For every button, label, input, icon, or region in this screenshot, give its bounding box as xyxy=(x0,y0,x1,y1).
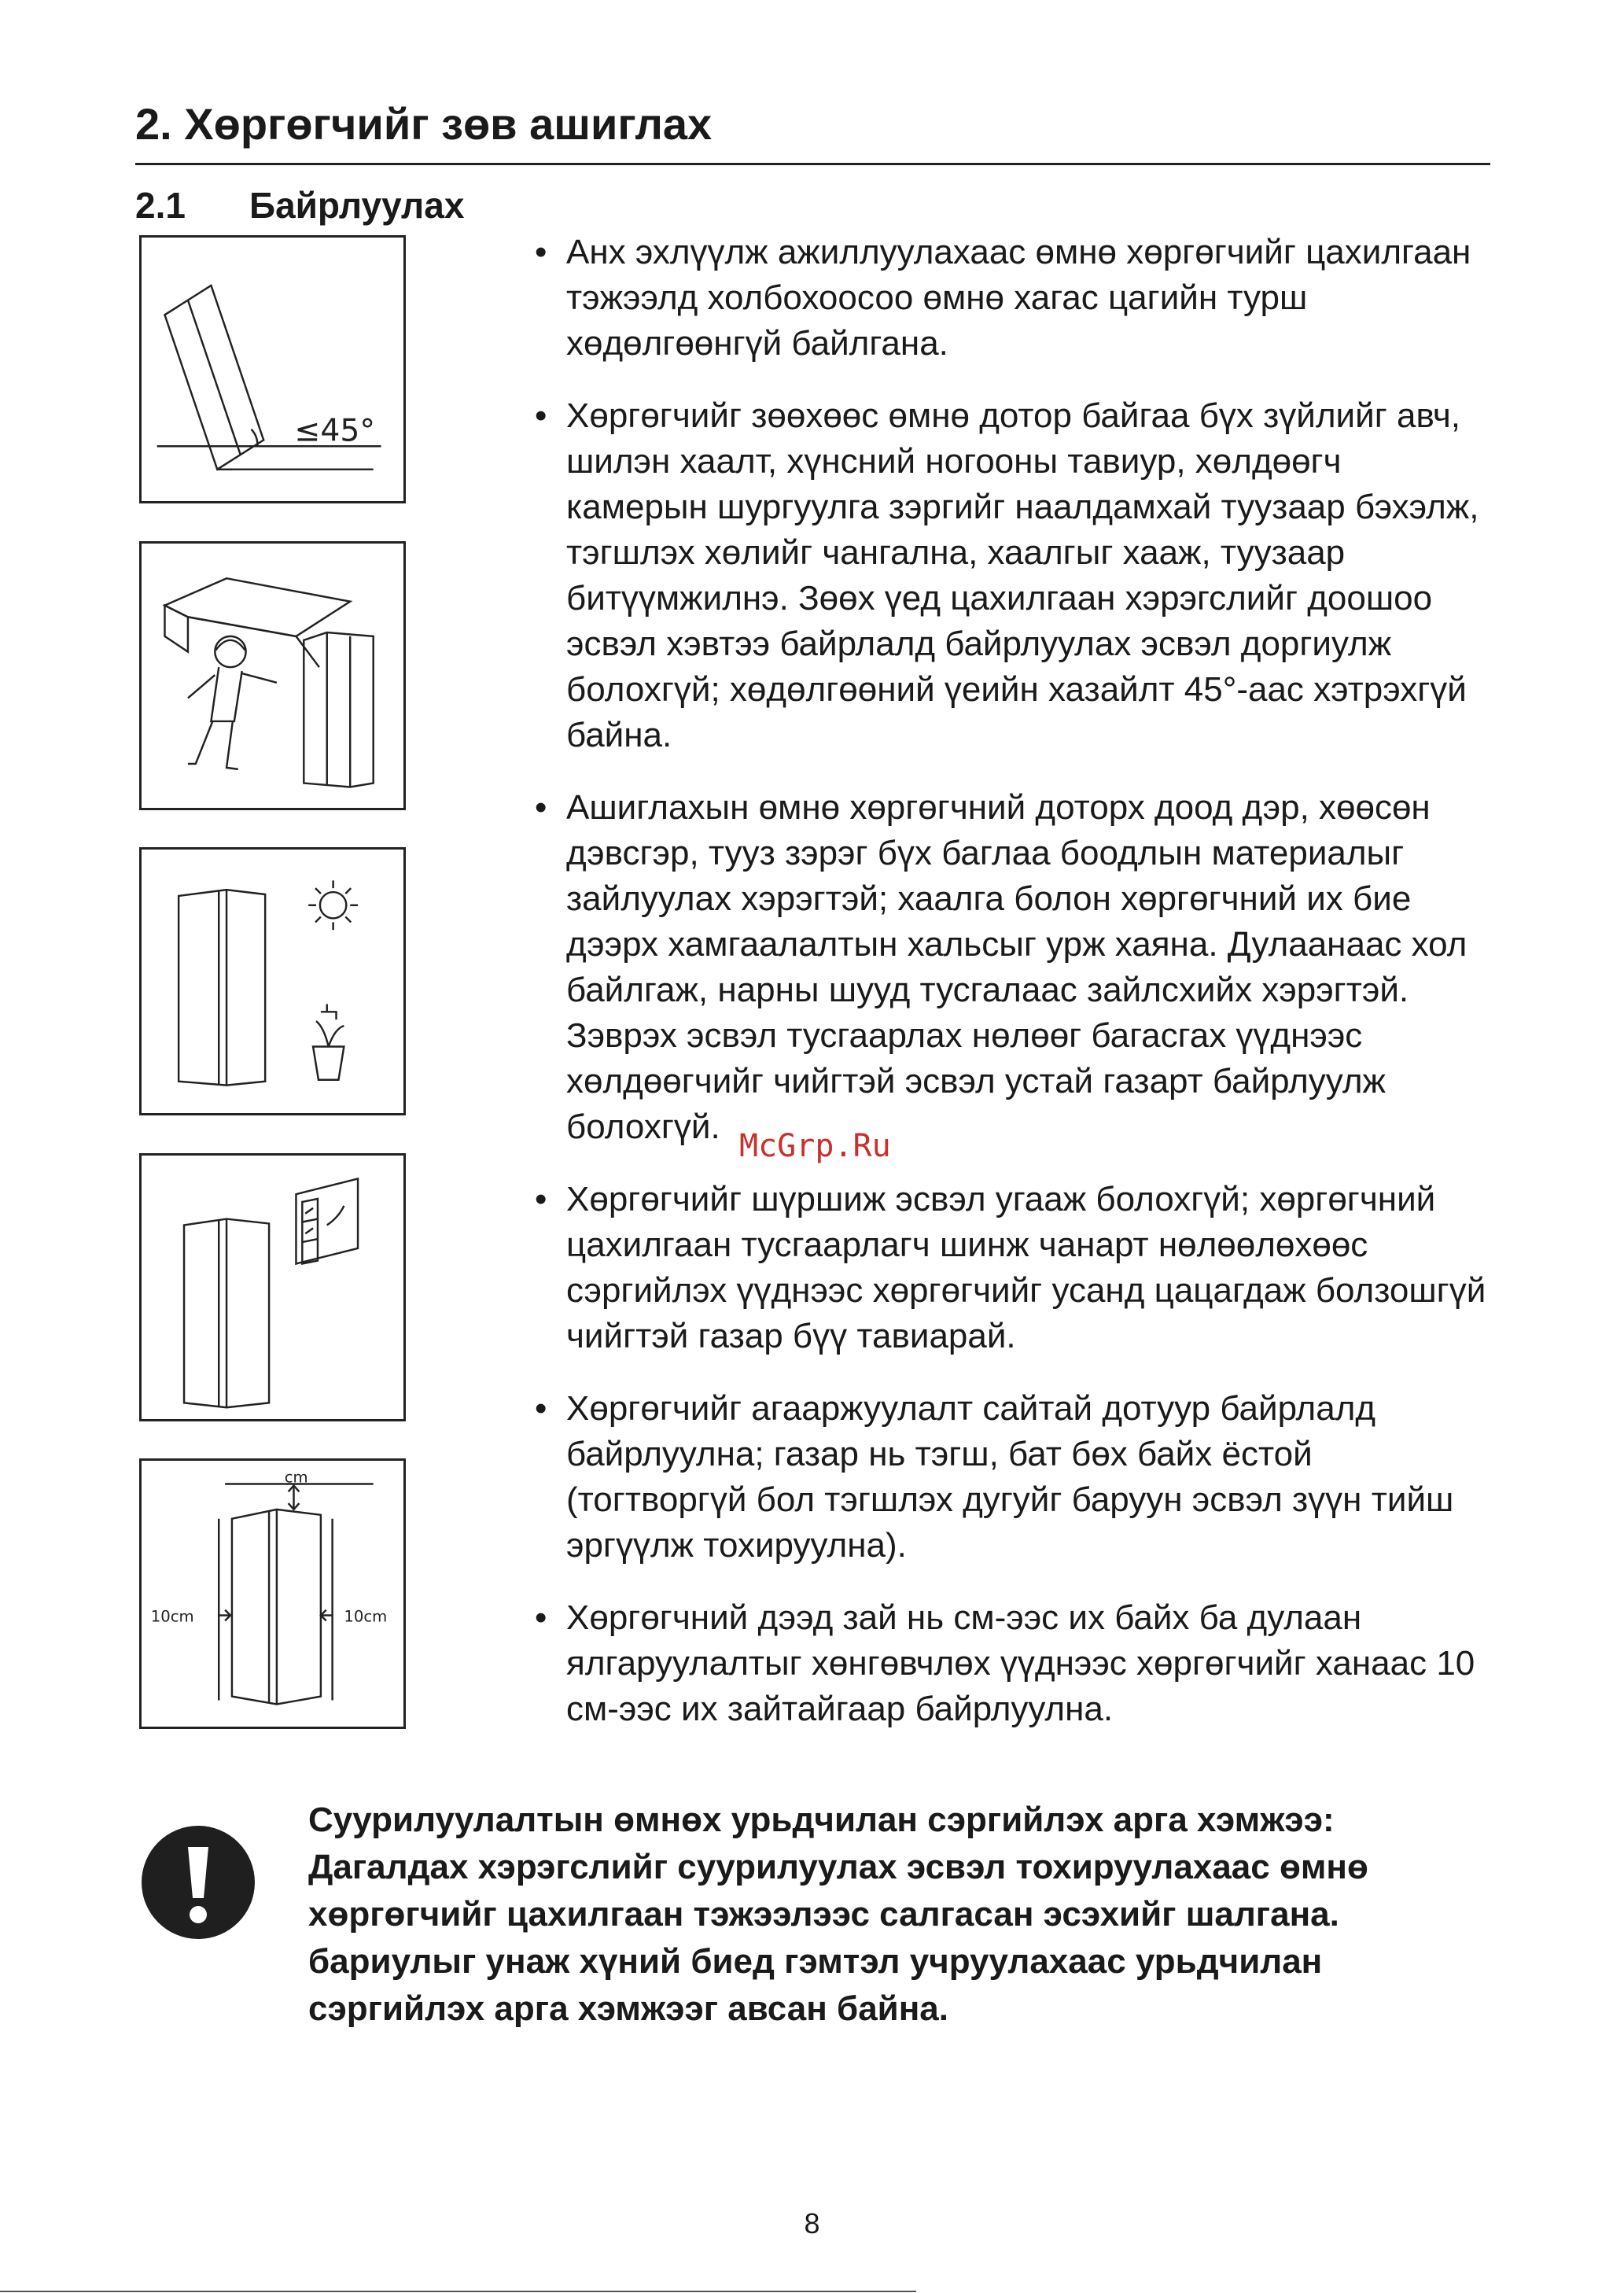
figure-sun-water xyxy=(139,847,406,1115)
precaution-line: Дагалдах хэрэгслийг суурилуулах эсвэл тохируулахаас өмнө xyxy=(308,1848,1368,1886)
list-item xyxy=(535,1177,1490,1359)
page-heading: 2. Хөргөгчийг зөв ашиглах xyxy=(135,99,713,149)
bullet-marker: • xyxy=(535,1389,547,1428)
tilted-fridge-illustration xyxy=(142,238,403,501)
bullet-text: Анх эхлүүлж ажиллуулахаас өмнө хөргөгчийг цахилгаан тэжээлд холбохоосоо өмнө хагас цагийн турш хөдөлгөөнгүй байлгана. xyxy=(566,233,1471,363)
list-item xyxy=(535,393,1490,758)
tilt-angle-label: ≤45° xyxy=(294,413,376,449)
clearance-illustration xyxy=(142,1461,403,1727)
figure-tilt-limit xyxy=(139,235,406,503)
list-item xyxy=(535,785,1490,1150)
bullet-text: Хөргөгчний дээд зай нь см-ээс их байх ба дулаан ялгаруулалтыг хөнгөвчлөх үүднээс хөргөгчийг ханаас 10 см-ээс их зайтайгаар байрлуулна. xyxy=(566,1598,1475,1728)
sun-water-illustration xyxy=(142,850,403,1113)
heading-divider xyxy=(135,163,1490,165)
left-gap-label: 10cm xyxy=(150,1607,194,1626)
section-title: Байрлуулах xyxy=(249,185,465,226)
window-illustration xyxy=(142,1156,403,1419)
precaution-line: сэргийлэх арга хэмжээг авсан байна. xyxy=(308,1989,948,2028)
bullet-marker: • xyxy=(535,788,547,827)
right-gap-label: 10cm xyxy=(344,1607,388,1626)
bullet-text: Ашиглахын өмнө хөргөгчний доторх доод дэр, хөөсөн дэвсгэр, тууз зэрэг бүх баглаа боодлын материалыг зайлуулах хэрэгтэй; хаалга болон хөргөгчний их бие дээрх хамгаалалтын хальсыг урж хаяна. Дулаанаас хол байлгаж, нарны шууд тусгалаас зайлсхийх хэрэгтэй. Зэврэх эсвэл тусгаарлах нөлөөг багасгах үүднээс хөлдөөгчийг чийгтэй эсвэл устай газарт байрлуулж болохгүй. xyxy=(566,788,1467,1146)
watermark: McGrp.Ru xyxy=(739,1128,891,1164)
figure-moving-fridge xyxy=(139,541,406,810)
bullet-text: Хөргөгчийг шүршиж эсвэл угааж болохгүй; хөргөгчний цахилгаан тусгаарлагч шинж чанарт нөлөөлөхөөс сэргийлэх үүднээс хөргөгчийг усанд цацагдаж болзошгүй чийгтэй газар бүү тавиарай. xyxy=(566,1180,1486,1355)
bullet-marker: • xyxy=(535,396,547,435)
precaution-line: бариулыг унаж хүний биед гэмтэл учруулахаас урьдчилан xyxy=(308,1942,1323,1981)
bullet-marker: • xyxy=(535,233,547,271)
bullet-marker: • xyxy=(535,1598,547,1637)
figure-clearance xyxy=(139,1458,406,1729)
bullet-text: Хөргөгчийг зөөхөөс өмнө дотор байгаа бүх зүйлийг авч, шилэн хаалт, хүнсний ногооны тавиур, хөлдөөгч камерын шургуулга зэргийг наалдамхай туузаар бэхэлж, тэгшлэх хөлийг чангална, хаалгыг хааж, туузаар битүүмжилнэ. Зөөх үед цахилгаан хэрэгслийг доошоо эсвэл хэвтээ байрлалд байрлуулах эсвэл доргиулж болохгүй; хөдөлгөөний үеийн хазайлт 45°-аас хэтрэхгүй байна. xyxy=(566,396,1479,754)
list-item xyxy=(535,1595,1490,1732)
precaution-line: хөргөгчийг цахилгаан тэжээлээс салгасан эсэхийг шалгана. xyxy=(308,1895,1339,1934)
footer-divider xyxy=(0,2291,916,2292)
placement-instructions xyxy=(535,230,1490,1759)
page-number: 8 xyxy=(804,2207,820,2240)
top-gap-label: cm xyxy=(284,1468,308,1487)
section-heading xyxy=(135,185,465,226)
section-number: 2.1 xyxy=(135,185,186,226)
precaution-line: Суурилуулалтын өмнөх урьдчилан сэргийлэх арга хэмжээ: xyxy=(308,1801,1335,1839)
list-item xyxy=(535,1386,1490,1569)
bullet-text: Хөргөгчийг агааржуулалт сайтай дотуур байрлалд байрлуулна; газар нь тэгш, бат бөх байх ёстой (тогтворгүй бол тэгшлэх дугуйг баруун эсвэл зүүн тийш эргүүлж тохируулна). xyxy=(566,1389,1454,1565)
moving-illustration xyxy=(142,544,403,808)
list-item xyxy=(535,230,1490,367)
bullet-marker: • xyxy=(535,1180,547,1218)
warning-exclamation-icon xyxy=(139,1823,257,1941)
precaution-note xyxy=(308,1797,1496,2033)
figure-window xyxy=(139,1153,406,1421)
